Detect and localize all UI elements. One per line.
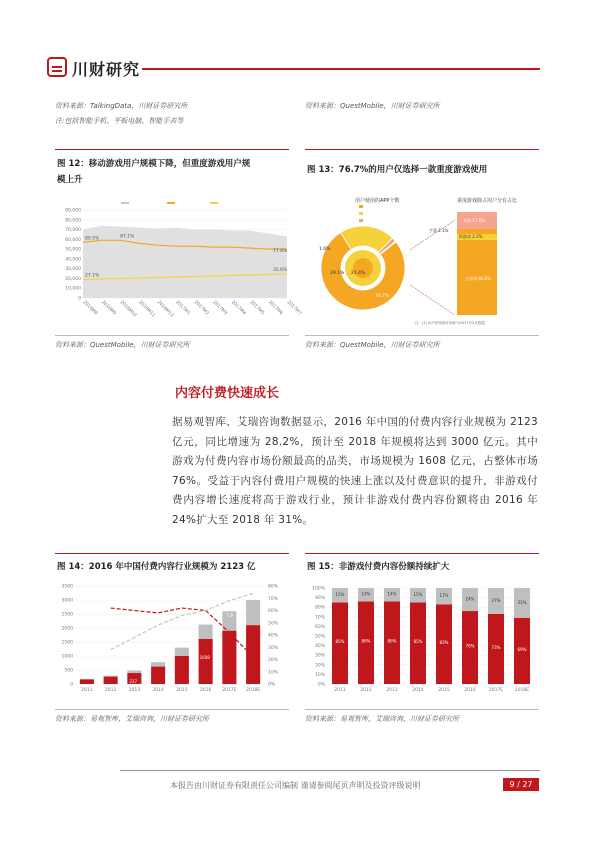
y-tick-label: 80,000: [65, 218, 81, 224]
bar-share-label: 15%: [335, 592, 345, 598]
fig14-bottom-rule: [55, 709, 289, 710]
y-tick-label: 10%: [314, 672, 325, 678]
x-tick-label: 2015: [438, 688, 450, 693]
bar-game: [222, 631, 236, 684]
x-tick-label: 2017M3: [211, 299, 228, 317]
bar-share-label: 14%: [361, 591, 371, 597]
y2-tick-label: 40%: [268, 633, 279, 639]
fig15-source: 资料来源：易观智库，艾瑞咨询，川财证券研究所: [305, 715, 459, 723]
y-tick-label: 0: [70, 682, 73, 688]
y2-tick-label: 80%: [268, 584, 279, 590]
fig13-bottom-rule: [305, 335, 539, 336]
bar-game: [246, 625, 260, 684]
top-right-source: 资料来源：QuestMobile，川财证券研究所: [305, 102, 440, 110]
x-tick-label: 2017M5: [248, 299, 265, 317]
bar-share-label: 15%: [413, 592, 423, 598]
fig12-title: [57, 156, 289, 188]
annotation-label: 35.6%: [273, 268, 288, 274]
x-tick-label: 2016M10: [118, 299, 138, 319]
fig13-legend-1: [359, 205, 363, 208]
y-tick-label: 3000: [61, 598, 73, 604]
y-tick-label: 2000: [61, 626, 73, 632]
page-number: 9 / 27: [503, 778, 539, 791]
bar-share-label: 86%: [387, 638, 397, 644]
y-tick-label: 20%: [314, 663, 325, 669]
x-tick-label: 2016: [464, 688, 476, 693]
donut-label-main: 76.7%: [375, 294, 390, 299]
x-tick-label: 2012: [360, 688, 372, 693]
x-tick-label: 2018E: [514, 688, 530, 693]
y-tick-label: 40,000: [65, 257, 81, 263]
fig13-source: 资料来源：QuestMobile，川财证券研究所: [305, 341, 440, 349]
bar-share-label: 73%: [491, 644, 501, 650]
bar-share-label: 83%: [439, 640, 449, 646]
legend-swatch-2: [167, 202, 175, 204]
brand-name: 川财研究: [72, 60, 141, 79]
bar-value-label: 7.8: [226, 613, 233, 619]
bar-game: [80, 680, 94, 684]
section-title: 内容付费快速成长: [175, 386, 280, 401]
fig15-chart: [305, 580, 541, 705]
fig15-title: 图 15：非游戏付费内容份额持续扩大: [307, 562, 450, 572]
annotation-label: 87.1%: [120, 234, 135, 240]
fig13-title: 图 13：76.7%的用户仅选择一款重度游戏使用: [307, 165, 488, 175]
y-tick-label: 30,000: [65, 267, 81, 273]
fig15-top-rule: [305, 553, 539, 554]
y-tick-label: 500: [64, 668, 73, 674]
x-tick-label: 2017M6: [267, 299, 284, 317]
x-tick-label: 2017M2: [192, 299, 210, 317]
y2-tick-label: 0%: [268, 682, 276, 688]
y-tick-label: 20,000: [65, 276, 81, 282]
y-tick-label: 1000: [61, 654, 73, 660]
connector-bottom: [410, 285, 455, 315]
fig13-chart: [305, 190, 541, 330]
top-left-note: 注:包括智能手机、平板电脑、智能手表等: [55, 117, 184, 125]
bar-share-label: 17%: [439, 593, 449, 599]
y-tick-label: 100%: [312, 586, 325, 592]
logo-icon: [47, 57, 67, 77]
bar-value-label: 237: [129, 679, 138, 685]
area-total-users: [83, 226, 287, 298]
y-tick-label: 2500: [61, 612, 73, 618]
fig13-legend-2: [359, 212, 363, 215]
fig14-top-rule: [55, 553, 289, 554]
x-tick-label: 2017E: [488, 688, 504, 693]
donut-label-inner: 21.4%: [351, 271, 366, 276]
y-tick-label: 3500: [61, 584, 73, 590]
annotation-label: 27.1%: [85, 273, 100, 279]
x-tick-label: 2017M7: [285, 299, 302, 317]
bar-share-label: 85%: [413, 639, 423, 645]
fig12-source: 资料来源：QuestMobile，川财证券研究所: [55, 341, 190, 349]
legend-swatch-3: [210, 202, 218, 204]
y2-tick-label: 50%: [268, 621, 279, 627]
y-tick-label: 90%: [314, 596, 325, 602]
x-tick-label: 2016: [199, 688, 212, 693]
bar-value-label: 1608: [199, 654, 210, 660]
bar-game: [104, 677, 118, 684]
bar-share-label: 31%: [517, 599, 527, 605]
x-tick-label: 2014: [412, 688, 424, 693]
x-tick-label: 2017M4: [229, 299, 247, 317]
bar-share-label: 69%: [517, 646, 527, 652]
fig12-top-rule: [55, 149, 289, 150]
fig14-chart: [55, 580, 291, 705]
y-tick-label: 50%: [314, 634, 325, 640]
y-tick-label: 1500: [61, 640, 73, 646]
top-left-source: 资料来源：TalkingData，川财证券研究所: [55, 102, 188, 110]
y-tick-label: 0%: [317, 682, 325, 688]
y2-tick-label: 60%: [268, 609, 279, 614]
y-tick-label: 60,000: [65, 237, 81, 243]
bar-game: [151, 667, 165, 684]
donut-label-small: 1.6%: [319, 247, 331, 252]
fig14-source: 资料来源：易观智库，艾瑞咨询，川财证券研究所: [55, 715, 209, 723]
x-tick-label: 2017M1: [174, 299, 191, 317]
x-tick-label: 2012: [104, 688, 117, 693]
fig13-top-rule: [305, 149, 539, 150]
x-tick-label: 2018E: [245, 688, 261, 693]
bar-share-label: 14%: [387, 591, 397, 597]
annotation-label: 77.8%: [273, 249, 288, 255]
bar-game: [175, 656, 189, 684]
x-tick-label: 2013: [386, 688, 398, 693]
x-tick-label: 2015: [176, 688, 188, 693]
bar-share-label: 24%: [465, 596, 475, 602]
bar-label-mobile: 手游 1.1%: [429, 228, 449, 233]
fig13-right-title: 重度游戏除占用户分有占比: [457, 198, 518, 204]
bar-label-other: 其他 17.6%: [463, 218, 485, 223]
bar-share-label: 85%: [335, 639, 345, 645]
footer-text: 本报告由川财证券有限责任公司编制 谨请参阅尾页声明及投资评级说明: [170, 781, 421, 790]
x-tick-label: 2014: [152, 688, 164, 693]
x-tick-label: 2013: [128, 688, 141, 693]
bar-label-cross: 跨游戏 2.2%: [459, 234, 483, 239]
y2-tick-label: 10%: [268, 670, 279, 676]
y-tick-label: 70%: [314, 615, 325, 621]
y-tick-label: 90,000: [65, 208, 81, 214]
bar-share-label: 27%: [491, 597, 501, 603]
x-tick-label: 2016M8: [81, 299, 98, 317]
x-tick-label: 2016M9: [100, 299, 117, 317]
fig13-left-title: 用户使用的APP个数: [355, 198, 400, 204]
header-rule: [142, 68, 540, 70]
x-tick-label: 2011: [81, 688, 93, 693]
fig14-title: 图 14：2016 年中国付费内容行业规模为 2123 亿: [57, 562, 256, 572]
fig12-legend: [121, 202, 218, 204]
bar-game: [199, 639, 213, 684]
fig13-footnote: 注：(1) 用户使用统计指标为2017年2月数据: [415, 321, 485, 325]
fig15-bottom-rule: [305, 709, 539, 710]
y2-tick-label: 30%: [268, 645, 279, 651]
section-paragraph: 据易观智库、艾瑞咨询数据显示，2016 年中国的付费内容行业规模为 2123 亿元，同比增速为 28.2%，预计至 2018 年规模将达到 3000 亿元。其中游戏为付费内容市场份额最高的品类，市场规模为 1608 亿元，占整体市场 76%。受益于内容付费用户规模的快速上涨以及付费意识的提升，非游戏付费内容增长速度将高于游戏行业，预计非游戏付费内容份额将由 2016 年 24%扩大至 2018 年 31%。: [172, 416, 538, 526]
bar-share-label: 76%: [465, 643, 475, 649]
footer-rule: [120, 770, 540, 771]
x-tick-label: 2016M12: [155, 299, 175, 319]
fig12-title-line2: 模上升: [57, 175, 83, 185]
x-tick-label: 2011: [334, 688, 346, 693]
bar-label-main: 主游戏 80.6%: [465, 276, 491, 281]
connector-top: [410, 220, 455, 250]
y-tick-label: 60%: [314, 624, 325, 630]
x-tick-label: 2017E: [222, 688, 237, 693]
donut-label-mid: 29.1%: [330, 271, 345, 276]
y2-tick-label: 70%: [268, 596, 279, 602]
y-tick-label: 40%: [314, 644, 325, 650]
legend-swatch-1: [121, 202, 129, 204]
fig13-legend-3: [359, 219, 363, 222]
fig12-bottom-rule: [55, 335, 289, 336]
y2-tick-label: 20%: [268, 658, 279, 663]
fig12-chart: [55, 196, 302, 322]
y-tick-label: 80%: [314, 605, 325, 611]
fig12-title-line1: 图 12：移动游戏用户规模下降，但重度游戏用户规: [57, 159, 251, 169]
y-tick-label: 30%: [314, 653, 325, 659]
y-tick-label: 0: [78, 296, 81, 302]
bar-share-label: 86%: [361, 638, 371, 644]
y-tick-label: 70,000: [65, 228, 81, 234]
y-tick-label: 10,000: [65, 286, 81, 292]
y-tick-label: 50,000: [65, 247, 81, 253]
annotation-label: 80.5%: [85, 236, 100, 242]
x-tick-label: 2016M11: [137, 299, 156, 319]
